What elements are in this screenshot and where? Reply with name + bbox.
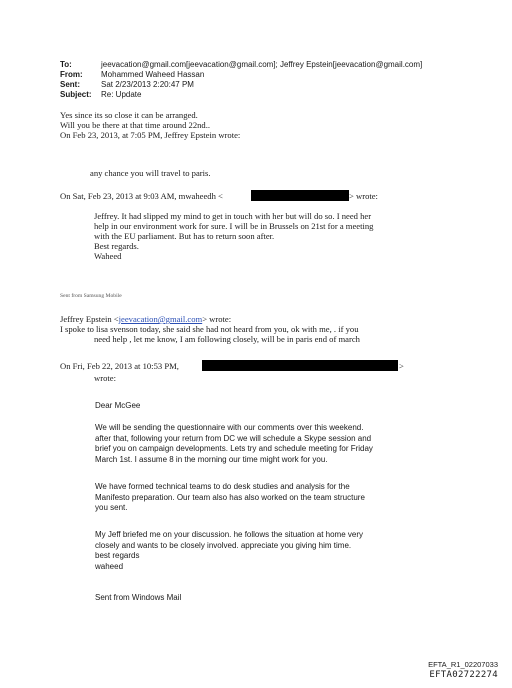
to-value: jeevacation@gmail.com[jeevacation@gmail.com]; Jeffrey Epstein[jeevacation@gmail.com] xyxy=(101,60,423,69)
sent-value: Sat 2/23/2013 2:20:47 PM xyxy=(101,80,194,89)
quoted-line: with the EU parliament. But has to return soon after. xyxy=(94,231,275,241)
mobile-signature: Sent from Samsung Mobile xyxy=(60,293,122,299)
letter-line: you sent. xyxy=(95,503,128,512)
reply-body xyxy=(60,110,240,140)
quote-intro xyxy=(60,191,223,201)
quote-intro-end: > wrote: xyxy=(202,314,232,324)
subject-value: Re: Update xyxy=(101,90,142,99)
letter-paragraph xyxy=(95,482,365,514)
letter-line: We have formed technical teams to do desk studies and analysis for the xyxy=(95,482,350,491)
letter-line: My Jeff briefed me on your discussion. he follows the situation at home very xyxy=(95,530,363,539)
quote-intro-text: On Sat, Feb 23, 2013 at 9:03 AM, mwaheedh < xyxy=(60,191,223,201)
quoted-line: I spoke to lisa svenson today, she said she had not heard from you, ok with me, . if you xyxy=(60,324,359,334)
redaction-bar xyxy=(202,360,398,371)
subject-label: Subject: xyxy=(60,90,92,99)
letter-line: waheed xyxy=(95,561,124,571)
quote-intro: On Feb 23, 2013, at 7:05 PM, Jeffrey Epstein wrote: xyxy=(60,130,241,140)
letter-line: closely and wants to be closely involved. appreciate you giving him time. xyxy=(95,540,352,550)
quoted-line: Jeffrey. It had slipped my mind to get in touch with her but will do so. I need her xyxy=(94,211,372,221)
quote-intro: On Fri, Feb 22, 2013 at 10:53 PM, xyxy=(60,361,179,371)
email-link[interactable]: jeevacation@gmail.com xyxy=(118,314,203,324)
letter-line: best regards xyxy=(95,551,140,560)
quote-intro-end: > wrote: xyxy=(349,191,378,201)
bates-number-primary: EFTA_R1_02207033 xyxy=(428,660,498,669)
sent-label: Sent: xyxy=(60,80,80,89)
quoted-line: Waheed xyxy=(94,251,122,261)
letter-line: after that, following your return from DC we will schedule a Skype session and xyxy=(95,433,372,443)
from-label: From: xyxy=(60,70,83,79)
reply-line: Will you be there at that time around 22nd.. xyxy=(60,120,211,130)
letter-line: March 1st. I assume 8 in the morning our time might work for you. xyxy=(95,454,328,464)
to-label: To: xyxy=(60,60,72,69)
letter-paragraph xyxy=(95,530,363,572)
letter-paragraph xyxy=(95,423,373,465)
bates-number-secondary: EFTA02722274 xyxy=(429,670,498,680)
quoted-line: need help , let me know, I am following closely, will be in paris end of march xyxy=(94,334,360,344)
quoted-line: help in our environment work for sure. I will be in Brussels on 21st for a meeting xyxy=(94,221,374,231)
quoted-message xyxy=(94,211,373,261)
reply-line: Yes since its so close it can be arranged. xyxy=(60,110,198,120)
redaction-bar xyxy=(251,190,349,201)
from-value: Mohammed Waheed Hassan xyxy=(101,70,205,79)
letter-line: brief you on campaign developments. Lets try and schedule meeting for Friday xyxy=(95,444,373,453)
quoted-message: any chance you will travel to paris. xyxy=(90,168,211,178)
quote-intro-end: > xyxy=(399,361,404,371)
letter-line: Manifesto preparation. Our team also has also worked on the team structure xyxy=(95,492,365,502)
quote-intro-text: Jeffrey Epstein < xyxy=(60,314,119,324)
quote-intro-wrote: wrote: xyxy=(94,373,116,383)
letter-salutation: Dear McGee xyxy=(95,401,141,410)
quoted-line: Best regards. xyxy=(94,241,139,251)
letter-line: We will be sending the questionnaire with our comments over this weekend. xyxy=(95,423,364,432)
quote-intro xyxy=(60,314,231,324)
mail-signature: Sent from Windows Mail xyxy=(95,593,182,602)
